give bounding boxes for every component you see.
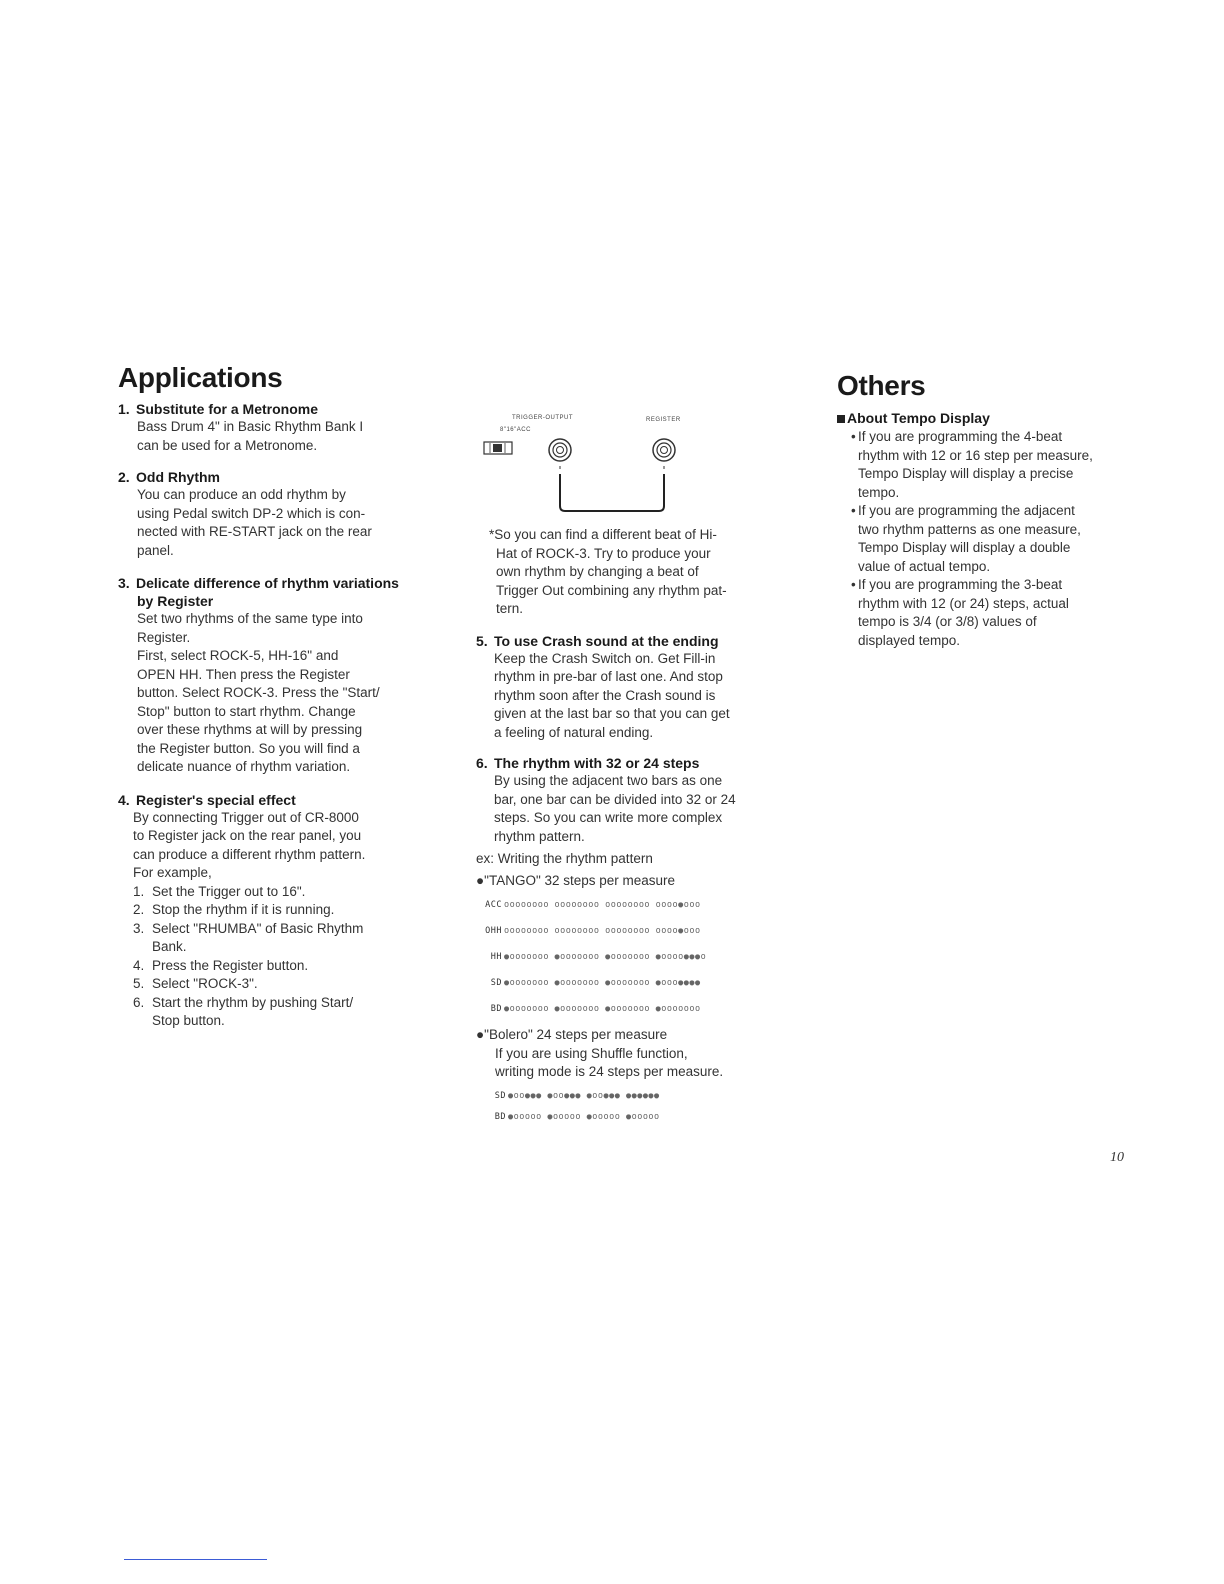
table-row: HH ●ooooooo ●ooooooo ●ooooooo ●oooo●●●o: [490, 952, 707, 962]
table-row: OHH oooooooo oooooooo oooooooo oooo●ooo: [485, 926, 701, 936]
section-6: 6. The rhythm with 32 or 24 steps By using the adjacent two bars as one bar, one bar can be divided into 32 or 24 steps. So you can write more complex rhythm pattern.: [476, 754, 766, 846]
section-4-steps: [118, 883, 408, 1031]
section-4: 4. Register's special effect By connecting Trigger out of CR-8000 to Register jack on the rear panel, you can produce a different rhythm pattern. For example, 1. Set the Trigger out to 16". 2. Stop the rhythm if it is running. 3. Select "RHUMBA" of Basic Rhythm Bank. 4. Press the Register button. 5. Select "ROCK-3". 6. Start the rhythm by pushing Start/ Stop button.: [118, 791, 408, 1031]
bolero-pattern: [476, 1086, 766, 1128]
example-line: ex: Writing the rhythm pattern: [476, 851, 653, 866]
table-row: BD ●ooooooo ●ooooooo ●ooooooo ●ooooooo: [490, 1004, 701, 1014]
tempo-display-heading: About Tempo Display: [837, 409, 1127, 427]
section-2: 2. Odd Rhythm You can produce an odd rhythm by using Pedal switch DP-2 which is con- nected with RE-START jack on the rear panel.: [118, 468, 408, 560]
list-item: 2. Stop the rhythm if it is running.: [133, 902, 335, 917]
left-column: [118, 362, 408, 1031]
section-2-heading: Odd Rhythm: [136, 469, 220, 485]
table-row: SD ●oo●●● ●oo●●● ●oo●●● ●●●●●●: [494, 1090, 660, 1101]
list-item: • If you are programming the 3-beat rhythm with 12 (or 24) steps, actual tempo is 3/4 (or 3/8) values of displayed tempo.: [851, 577, 1069, 648]
patch-cable: [560, 474, 664, 511]
bolero-heading: ●"Bolero" 24 steps per measure: [476, 1027, 668, 1042]
section-3-heading: Delicate difference of rhythm variations: [136, 575, 399, 591]
section-5: 5. To use Crash sound at the ending Keep the Crash Switch on. Get Fill-in rhythm in pre-bar of last one. And stop rhythm soon after the Crash sound is given at the last bar so that you can get a feeling of natural ending.: [476, 632, 766, 743]
section-1-heading: Substitute for a Metronome: [136, 401, 319, 417]
section-6-heading: The rhythm with 32 or 24 steps: [494, 755, 700, 771]
trigger-output-jack-icon: [549, 439, 571, 461]
page-number: 10: [1110, 1150, 1124, 1165]
section-1: 1. Substitute for a Metronome Bass Drum 4" in Basic Rhythm Bank I can be used for a Metronome.: [118, 400, 408, 455]
applications-title: Applications: [118, 362, 283, 393]
connection-diagram: [476, 410, 716, 520]
section-5-heading: To use Crash sound at the ending: [494, 632, 719, 649]
table-row: SD ●ooooooo ●ooooooo ●ooooooo ●ooo●●●●: [490, 978, 701, 988]
register-jack-icon: [653, 439, 675, 461]
selector-switch-icon: [484, 442, 512, 454]
diagram-note: *So you can find a different beat of Hi- Hat of ROCK-3. Try to produce your own rhythm by changing a beat of Trigger Out combining any rhythm pat- tern.: [489, 527, 727, 616]
switch-label: 8"16"ACC: [500, 427, 531, 433]
bullet-icon: •: [851, 577, 856, 592]
jack-wiring-graphic: [476, 410, 716, 520]
section-1-body: Bass Drum 4" in Basic Rhythm Bank I can be used for a Metronome.: [137, 419, 364, 453]
section-4-heading: Register's special effect: [136, 791, 296, 808]
section-4-body: By connecting Trigger out of CR-8000 to Register jack on the rear panel, you can produce a different rhythm pattern. For example,: [133, 809, 366, 880]
bullet-icon: •: [851, 503, 856, 518]
middle-column: [476, 410, 766, 1128]
others-title: Others: [837, 370, 926, 401]
list-item: • If you are programming the adjacent two rhythm patterns as one measure, Tempo Display will display a double value of actual tempo.: [851, 503, 1081, 574]
section-5-body: Keep the Crash Switch on. Get Fill-in rhythm in pre-bar of last one. And stop rhythm soon after the Crash sound is given at the last bar so that you can get a feeling of natural ending.: [494, 650, 730, 740]
section-3-heading-cont: by Register: [137, 593, 214, 609]
list-item: • If you are programming the 4-beat rhythm with 12 or 16 step per measure, Tempo Display will display a precise tempo.: [851, 429, 1093, 500]
list-item: 4. Press the Register button.: [133, 957, 309, 973]
list-item: 3. Select "RHUMBA" of Basic Rhythm Bank.: [133, 920, 364, 954]
register-label: REGISTER: [646, 417, 681, 423]
tango-heading: ●"TANGO" 32 steps per measure: [476, 872, 676, 888]
section-3: 3. Delicate difference of rhythm variations by Register Set two rhythms of the same type into Register. First, select ROCK-5, HH-16" and OPEN HH. Then press the Register button. Select ROCK-3. Press the "Start/ Stop" button to start rhythm. Change over these rhythms at will by pressing the Register button. So you will find a delicate nuance of rhythm variation.: [118, 574, 408, 777]
section-3-body: Set two rhythms of the same type into Register. First, select ROCK-5, HH-16" and OPEN HH. Then press the Register button. Select ROCK-3. Press the "Start/ Stop" button to start rhythm. Change over these rhythms at will by pressing the Register button. So you will find a delicate nuance of rhythm variation.: [137, 611, 380, 774]
section-2-body: You can produce an odd rhythm by using Pedal switch DP-2 which is con- nected with RE-START jack on the rear panel.: [137, 487, 372, 558]
list-item: 5. Select "ROCK-3".: [133, 976, 258, 991]
list-item: 6. Start the rhythm by pushing Start/ Stop button.: [133, 994, 354, 1028]
list-item: 1. Set the Trigger out to 16".: [133, 883, 306, 899]
table-row: BD ●ooooo ●ooooo ●ooooo ●ooooo: [494, 1111, 660, 1122]
right-column: [837, 370, 1127, 650]
trigger-output-label: TRIGGER-OUTPUT: [512, 415, 573, 421]
divider: [124, 1559, 267, 1560]
section-6-body: By using the adjacent two bars as one bar, one bar can be divided into 32 or 24 steps. So you can write more complex rhythm pattern.: [494, 773, 736, 844]
bolero-body: If you are using Shuffle function, writing mode is 24 steps per measure.: [495, 1045, 724, 1079]
table-row: ACC oooooooo oooooooo oooooooo oooo●ooo: [485, 900, 701, 910]
tango-pattern: [476, 892, 766, 1022]
square-bullet-icon: [837, 415, 845, 423]
bullet-icon: •: [851, 429, 856, 444]
